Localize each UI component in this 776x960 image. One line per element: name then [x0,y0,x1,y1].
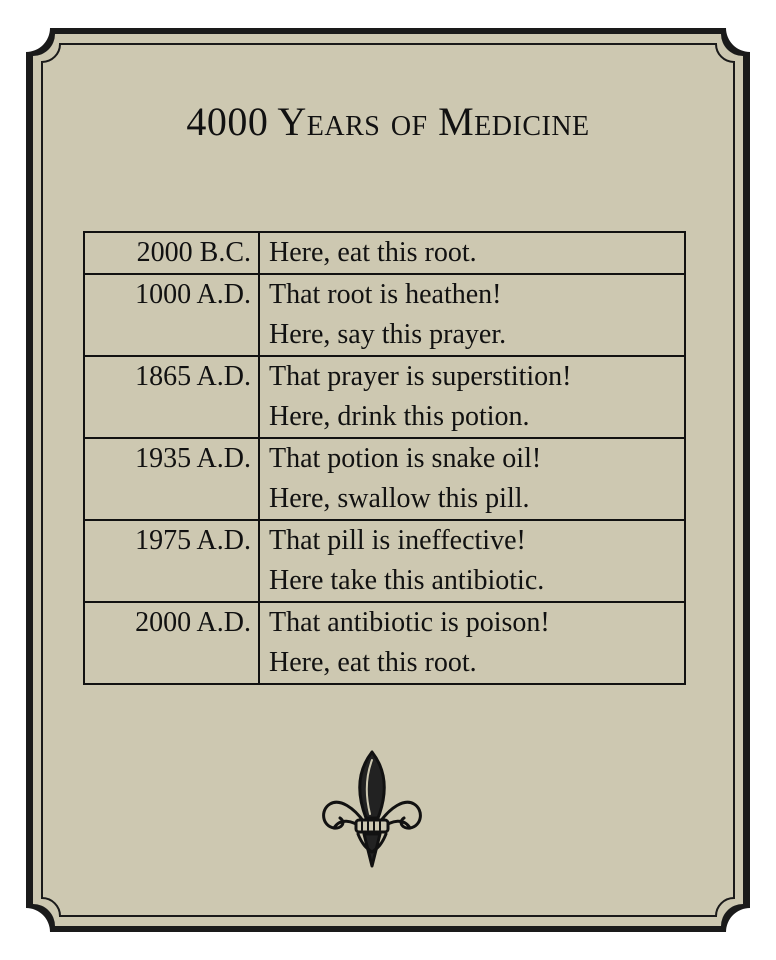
saying-line: That potion is snake oil! [269,443,542,474]
page-title: 4000 Years of Medicine [186,99,590,144]
table-row [84,438,685,520]
saying-cell [259,438,685,520]
table-row [84,232,685,274]
table-row [84,356,685,438]
saying-cell [259,602,685,684]
era-cell [84,438,259,520]
era-label: 2000 A.D. [135,607,251,638]
medicine-timeline-table [83,231,686,685]
era-cell [84,602,259,684]
saying-line: Here, eat this root. [269,647,477,678]
fleur-de-lis-icon [318,748,426,870]
table-row [84,274,685,356]
table-row [84,602,685,684]
era-cell [84,232,259,274]
saying-line: Here take this antibiotic. [269,565,545,596]
era-cell [84,356,259,438]
saying-line: That prayer is superstition! [269,361,572,392]
era-label: 1865 A.D. [135,361,251,392]
saying-line: That pill is ineffective! [269,525,526,556]
saying-cell [259,232,685,274]
era-label: 1975 A.D. [135,525,251,556]
saying-line: Here, say this prayer. [269,319,507,350]
era-cell [84,274,259,356]
saying-line: That root is heathen! [269,279,502,310]
saying-cell [259,520,685,602]
era-label: 1000 A.D. [135,279,251,310]
saying-cell [259,356,685,438]
saying-cell [259,274,685,356]
saying-line: That antibiotic is poison! [269,607,550,638]
era-label: 1935 A.D. [135,443,251,474]
era-cell [84,520,259,602]
saying-line: Here, eat this root. [269,237,477,268]
saying-line: Here, swallow this pill. [269,483,530,514]
saying-line: Here, drink this potion. [269,401,530,432]
table-row [84,520,685,602]
era-label: 2000 B.C. [136,237,251,268]
